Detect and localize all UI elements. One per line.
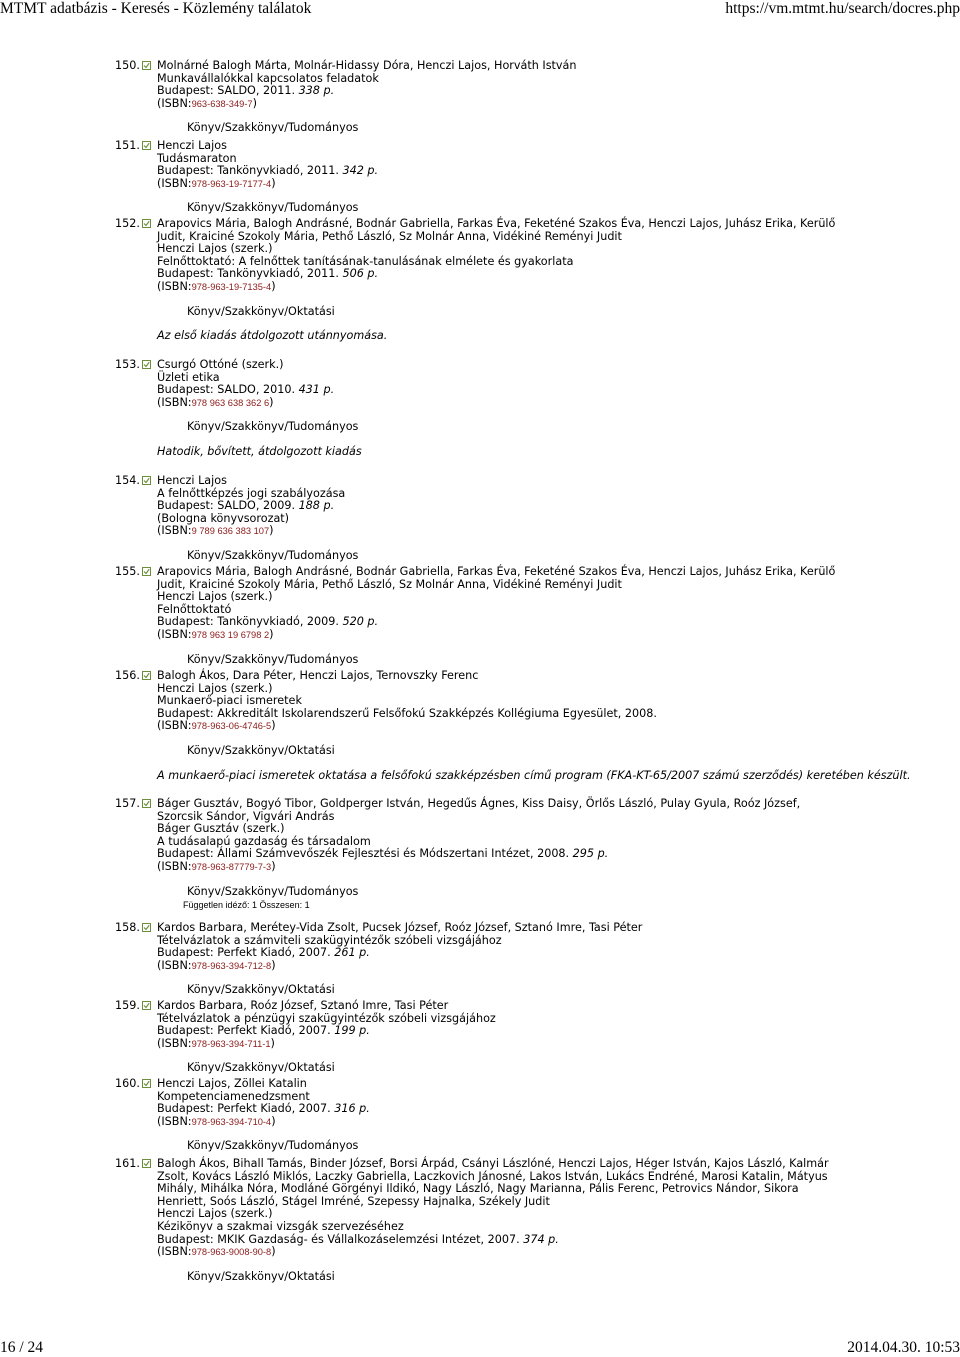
entry-title: Üzleti etika <box>157 370 220 384</box>
entry-citations: Független idéző: 1 Összesen: 1 <box>183 900 310 911</box>
entry-title: Kézikönyv a szakmai vizsgák szervezéséhez <box>157 1219 404 1233</box>
check-icon[interactable] <box>142 1159 151 1168</box>
entry-isbn: (ISBN:9 789 636 383 107) <box>157 524 274 538</box>
entry-isbn: (ISBN:978-963-19-7135-4) <box>157 279 276 293</box>
isbn-link[interactable]: 9 789 636 383 107 <box>191 526 270 537</box>
entry-title: Munkavállalókkal kapcsolatos feladatok <box>157 71 379 85</box>
isbn-link[interactable]: 978-963-87779-7-3 <box>191 861 272 872</box>
page-header-title: MTMT adatbázis - Keresés - Közlemény találatok <box>0 0 312 17</box>
list-item <box>115 218 845 343</box>
check-icon[interactable] <box>142 61 151 70</box>
page-number: 16 / 24 <box>0 1339 44 1356</box>
entry-isbn: (ISBN:978-963-87779-7-3) <box>157 859 276 873</box>
check-icon[interactable] <box>142 476 151 485</box>
isbn-link[interactable]: 963-638-349-7 <box>191 98 253 109</box>
entry-authors[interactable]: Balogh Ákos, Dara Péter, Henczi Lajos, Ternovszky Ferenc <box>157 669 479 682</box>
entry-title: A tudásalapú gazdaság és társadalom <box>157 834 371 848</box>
list-item <box>115 669 911 782</box>
entry-isbn: (ISBN:978-963-394-711-1) <box>157 1036 275 1050</box>
entry-publisher: Budapest: SALDO, 2010. 431 p. <box>157 383 335 397</box>
isbn-link[interactable]: 978 963 19 6798 2 <box>191 629 270 640</box>
list-item <box>115 1078 845 1153</box>
entry-isbn: (ISBN:978 963 638 362 6) <box>157 395 274 409</box>
page-footer <box>0 1339 960 1357</box>
isbn-link[interactable]: 978-963-394-710-4 <box>191 1116 272 1127</box>
entry-number: 151. <box>115 139 140 152</box>
entry-series: (Bologna könyvsorozat) <box>157 511 290 525</box>
entry-title: Tételvázlatok a számviteli szakügyintézők szóbeli vizsgájához <box>157 933 502 947</box>
entry-isbn: (ISBN:978-963-394-710-4) <box>157 1114 276 1128</box>
isbn-link[interactable]: 978-963-19-7135-4 <box>191 281 272 292</box>
list-item <box>115 1000 845 1075</box>
entry-authors[interactable]: Kardos Barbara, Merétey-Vida Zsolt, Pucsek József, Roóz József, Sztanó Imre, Tasi Péter <box>157 921 643 934</box>
entry-editor: Henczi Lajos (szerk.) <box>157 242 273 256</box>
entry-editor: Báger Gusztáv (szerk.) <box>157 822 285 836</box>
list-item <box>115 359 845 459</box>
entry-number: 150. <box>115 59 140 72</box>
isbn-link[interactable]: 978-963-394-712-8 <box>191 960 272 971</box>
check-icon[interactable] <box>142 219 151 228</box>
check-icon[interactable] <box>142 1001 151 1010</box>
entry-category: Könyv/Szakkönyv/Tudományos <box>187 548 359 562</box>
entry-number: 154. <box>115 474 140 487</box>
entry-publisher: Budapest: Tankönyvkiadó, 2011. 506 p. <box>157 267 379 281</box>
entry-editor: Henczi Lajos (szerk.) <box>157 1207 273 1221</box>
isbn-link[interactable]: 978 963 638 362 6 <box>191 397 270 408</box>
entry-authors[interactable]: Molnárné Balogh Márta, Molnár-Hidassy Dóra, Henczi Lajos, Horváth István <box>157 59 577 72</box>
entry-editor: Henczi Lajos (szerk.) <box>157 590 273 604</box>
entry-publisher: Budapest: Perfekt Kiadó, 2007. 261 p. <box>157 946 370 960</box>
entry-number: 155. <box>115 565 140 578</box>
entry-isbn: (ISBN:978-963-394-712-8) <box>157 958 276 972</box>
entry-category: Könyv/Szakkönyv/Tudományos <box>187 121 359 135</box>
entry-publisher: Budapest: Akkreditált Iskolarendszerű Felsőfokú Szakképzés Kollégiuma Egyesület, 2008. <box>157 706 657 720</box>
entry-category: Könyv/Szakkönyv/Tudományos <box>187 420 359 434</box>
entry-title: Tételvázlatok a pénzügyi szakügyintézők szóbeli vizsgájához <box>157 1011 496 1025</box>
entry-title: A felnőttképzés jogi szabályozása <box>157 486 346 500</box>
entry-category: Könyv/Szakkönyv/Oktatási <box>187 1061 335 1075</box>
list-item <box>115 922 845 997</box>
entry-authors[interactable]: Arapovics Mária, Balogh Andrásné, Bodnár Gabriella, Farkas Éva, Feketéné Szakos Éva, Henczi Lajos, Juhász Erika, Kerülő Judit, Kraiciné Szokoly Mária, Pethő László, Sz Molnár Anna, Vidékiné Reményi Judit <box>157 217 836 243</box>
list-item <box>115 140 845 215</box>
entry-isbn: (ISBN:978-963-9008-90-8) <box>157 1245 276 1259</box>
list-item <box>115 475 845 563</box>
entry-number: 157. <box>115 797 140 810</box>
isbn-link[interactable]: 978-963-19-7177-4 <box>191 178 272 189</box>
entry-note: A munkaerő-piaci ismeretek oktatása a felsőfokú szakképzésben című program (FKA-KT-65/2007 számú szerződés) keretében készült. <box>157 768 911 782</box>
entry-editor: Henczi Lajos (szerk.) <box>157 681 273 695</box>
entry-number: 159. <box>115 999 140 1012</box>
entry-authors[interactable]: Henczi Lajos <box>157 474 227 487</box>
check-icon[interactable] <box>142 799 151 808</box>
entry-note: Hatodik, bővített, átdolgozott kiadás <box>157 444 362 458</box>
entry-isbn: (ISBN:963-638-349-7) <box>157 96 257 110</box>
entry-number: 158. <box>115 921 140 934</box>
entry-authors[interactable]: Henczi Lajos, Zöllei Katalin <box>157 1077 307 1090</box>
entry-publisher: Budapest: MKIK Gazdaság- és Vállalkozáselemzési Intézet, 2007. 374 p. <box>157 1232 559 1246</box>
entry-title: Felnőttoktató <box>157 602 232 616</box>
entry-publisher: Budapest: Tankönyvkiadó, 2009. 520 p. <box>157 615 379 629</box>
entry-title: Felnőttoktató: A felnőttek tanításának-tanulásának elmélete és gyakorlata <box>157 254 574 268</box>
isbn-link[interactable]: 978-963-9008-90-8 <box>191 1247 272 1258</box>
page-header-url: https://vm.mtmt.hu/search/docres.php <box>725 0 960 17</box>
entry-number: 153. <box>115 358 140 371</box>
entry-category: Könyv/Szakkönyv/Oktatási <box>187 1269 335 1283</box>
check-icon[interactable] <box>142 141 151 150</box>
page-header <box>0 0 960 20</box>
check-icon[interactable] <box>142 923 151 932</box>
print-datetime: 2014.04.30. 10:53 <box>847 1339 960 1356</box>
entry-category: Könyv/Szakkönyv/Tudományos <box>187 201 359 215</box>
check-icon[interactable] <box>142 1079 151 1088</box>
entry-category: Könyv/Szakkönyv/Tudományos <box>187 652 359 666</box>
entry-note: Az első kiadás átdolgozott utánnyomása. <box>157 329 388 343</box>
entry-title: Kompetenciamenedzsment <box>157 1089 310 1103</box>
entry-title: Munkaerő-piaci ismeretek <box>157 694 302 708</box>
entry-number: 156. <box>115 669 140 682</box>
entry-isbn: (ISBN:978 963 19 6798 2) <box>157 627 274 641</box>
entry-publisher: Budapest: SALDO, 2009. 188 p. <box>157 499 335 513</box>
entry-isbn: (ISBN:978-963-19-7177-4) <box>157 176 276 190</box>
list-item <box>115 566 845 666</box>
entry-publisher: Budapest: Tankönyvkiadó, 2011. 342 p. <box>157 164 379 178</box>
entry-publisher: Budapest: Perfekt Kiadó, 2007. 199 p. <box>157 1024 370 1038</box>
check-icon[interactable] <box>142 671 151 680</box>
entry-number: 152. <box>115 217 140 230</box>
entry-authors[interactable]: Balogh Ákos, Bihall Tamás, Binder József, Borsi Árpád, Csányi Lászlóné, Henczi Lajos, Héger István, Kajos László, Kalmár Zsolt, Kovács László Miklós, Laczky Gabriella, Laczkovich Jánosné, Lakos István, Lukács Endréné, Marosi Katalin, Mátyus Mihály, Mihálka Nóra, Modláné Görgényi Ildikó, Nagy László, Nagy Marianna, Pális Ferenc, Petrovics Nándor, Sikora Henriett, Soós László, Stágel Imréné, Szepessy Hajnalka, Székely Judit <box>157 1157 829 1208</box>
list-item <box>115 60 845 135</box>
entry-authors[interactable]: Henczi Lajos <box>157 139 227 152</box>
entry-number: 161. <box>115 1157 140 1170</box>
entry-publisher: Budapest: Perfekt Kiadó, 2007. 316 p. <box>157 1102 370 1116</box>
check-icon[interactable] <box>142 567 151 576</box>
list-item <box>115 1158 845 1283</box>
entry-authors[interactable]: Arapovics Mária, Balogh Andrásné, Bodnár Gabriella, Farkas Éva, Feketéné Szakos Éva, Henczi Lajos, Juhász Erika, Kerülő Judit, Kraiciné Szokoly Mária, Pethő László, Sz Molnár Anna, Vidékiné Reményi Judit <box>157 565 836 591</box>
entry-category: Könyv/Szakkönyv/Oktatási <box>187 743 335 757</box>
check-icon[interactable] <box>142 360 151 369</box>
entry-title: Tudásmaraton <box>157 151 237 165</box>
entry-category: Könyv/Szakkönyv/Tudományos <box>187 884 359 898</box>
entry-number: 160. <box>115 1077 140 1090</box>
entry-authors[interactable]: Kardos Barbara, Roóz József, Sztanó Imre, Tasi Péter <box>157 999 449 1012</box>
entry-category: Könyv/Szakkönyv/Oktatási <box>187 304 335 318</box>
entry-category: Könyv/Szakkönyv/Tudományos <box>187 1139 359 1153</box>
list-item <box>115 798 845 912</box>
entry-publisher: Budapest: SALDO, 2011. 338 p. <box>157 84 335 98</box>
entry-authors[interactable]: Báger Gusztáv, Bogyó Tibor, Goldperger István, Hegedűs Ágnes, Kiss Daisy, Örlős László, Pulay Gyula, Roóz József, Szorcsik Sándor, Vigvári András <box>157 797 801 823</box>
entry-isbn: (ISBN:978-963-06-4746-5) <box>157 719 276 733</box>
isbn-link[interactable]: 978-963-06-4746-5 <box>191 721 272 732</box>
entry-publisher: Budapest: Állami Számvevőszék Fejlesztési és Módszertani Intézet, 2008. 295 p. <box>157 847 609 861</box>
entry-authors[interactable]: Csurgó Ottóné (szerk.) <box>157 358 284 371</box>
entry-category: Könyv/Szakkönyv/Oktatási <box>187 983 335 997</box>
isbn-link[interactable]: 978-963-394-711-1 <box>191 1038 271 1049</box>
